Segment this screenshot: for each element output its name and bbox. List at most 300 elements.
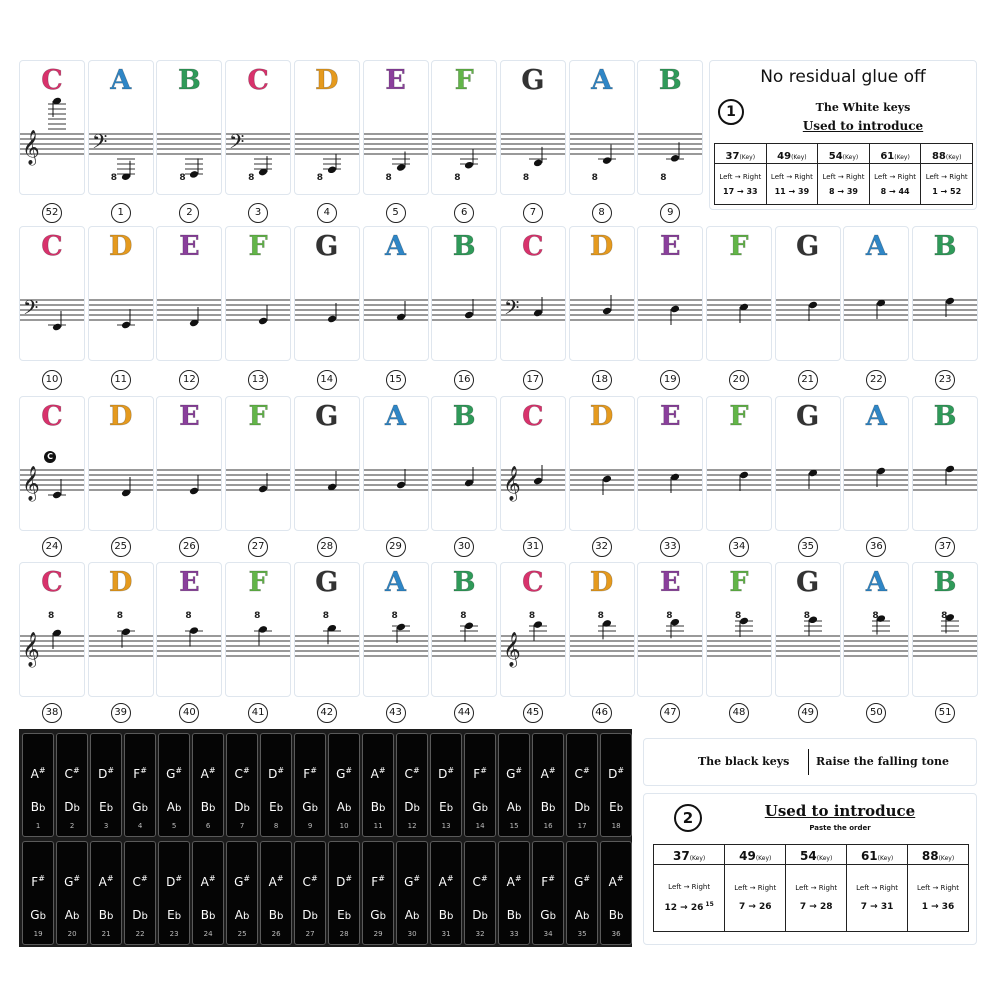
- key-count-cell: [654, 845, 725, 865]
- flat-letter: A: [506, 800, 516, 814]
- white-key-card: [19, 562, 85, 697]
- staff-notation: [89, 397, 154, 531]
- white-key-card: [431, 60, 497, 195]
- white-key-card: [88, 226, 154, 361]
- key-count-cell: [818, 144, 870, 164]
- black-key-sticker: [56, 841, 88, 945]
- black-key-sticker: [532, 841, 564, 945]
- flat-label: [363, 908, 393, 924]
- key-number-badge: 33: [660, 537, 680, 557]
- flat-letter: G: [302, 800, 312, 814]
- flat-letter: E: [609, 800, 617, 814]
- white-key-card: [431, 562, 497, 697]
- note-letter: E: [179, 231, 200, 262]
- black-key-number: 21: [101, 930, 111, 938]
- flat-label: [91, 800, 121, 816]
- key-number-badge: 34: [729, 537, 749, 557]
- note-letter: G: [796, 231, 820, 262]
- arrow-right-icon: →: [834, 186, 847, 196]
- note-letter: B: [933, 231, 957, 262]
- sharp-sign: #: [72, 766, 80, 775]
- staff-notation: [157, 397, 222, 531]
- sharp-sign: #: [582, 766, 590, 775]
- key-count: 88: [921, 849, 939, 863]
- note-letter: A: [110, 65, 132, 96]
- flat-label: [431, 800, 461, 816]
- staff-notation: [295, 563, 360, 697]
- ottava-mark: 8: [185, 611, 192, 621]
- staff-notation: [157, 61, 222, 195]
- flat-sign: b: [209, 803, 216, 814]
- range-end: 39: [798, 186, 810, 196]
- key-count: 54: [800, 849, 817, 863]
- white-keys-table: [714, 143, 973, 205]
- sharp-label: [499, 764, 529, 781]
- white-key-card: [294, 60, 360, 195]
- sharp-label: [465, 872, 495, 889]
- key-range-cell: [818, 164, 870, 205]
- key-unit: (Key): [755, 855, 772, 862]
- black-key-number: 22: [135, 930, 145, 938]
- key-number-badge: 15: [386, 370, 406, 390]
- sharp-label: [261, 872, 291, 889]
- key-number-badge: 23: [935, 370, 955, 390]
- treble-clef-icon: 𝄞: [22, 466, 40, 501]
- flat-letter: E: [167, 908, 175, 922]
- staff-notation: [295, 397, 360, 531]
- flat-letter: B: [98, 908, 108, 922]
- white-key-card: [912, 396, 978, 531]
- sharp-letter: G: [404, 875, 414, 889]
- staff-notation: [776, 227, 841, 361]
- flat-sign: b: [413, 911, 420, 922]
- sharp-label: [193, 872, 223, 889]
- arrow-right-icon: →: [732, 172, 743, 181]
- flat-label: [295, 800, 325, 816]
- flat-sign: b: [276, 803, 284, 814]
- key-unit: (Key): [739, 154, 756, 161]
- range-end: 33: [746, 186, 758, 196]
- flat-letter: E: [269, 800, 277, 814]
- key-range-cell: [847, 865, 908, 932]
- black-key-sticker: [90, 733, 122, 837]
- black-key-number: 5: [171, 822, 177, 830]
- staff-notation: [913, 397, 978, 531]
- white-key-card: [500, 396, 566, 531]
- flat-label: [227, 908, 257, 924]
- note-letter: F: [729, 401, 749, 432]
- flat-label: [533, 908, 563, 924]
- flat-sign: b: [209, 911, 216, 922]
- black-key-number: 3: [103, 822, 109, 830]
- note-letter: D: [108, 231, 133, 262]
- key-count-cell: [921, 144, 973, 164]
- arrow-right-icon: →: [927, 902, 942, 912]
- sharp-sign: #: [378, 766, 386, 775]
- key-count: 37: [673, 849, 690, 863]
- flat-letter: G: [30, 908, 40, 922]
- white-key-card: [569, 562, 635, 697]
- range-start: 8: [828, 186, 835, 196]
- note-letter: A: [591, 65, 613, 96]
- key-number-badge: 48: [729, 703, 749, 723]
- key-number-badge: 3: [248, 203, 268, 223]
- black-keys-subheading: Paste the order: [809, 824, 871, 832]
- range-row: [908, 902, 968, 912]
- flat-letter: A: [574, 908, 584, 922]
- key-range-cell: [654, 865, 725, 932]
- bass-clef-icon: 𝄢: [503, 296, 520, 324]
- flat-sign: b: [447, 911, 454, 922]
- white-key-card: [706, 226, 772, 361]
- key-number-badge: 1: [111, 203, 131, 223]
- flat-sign: b: [446, 803, 454, 814]
- key-number-badge: 11: [111, 370, 131, 390]
- sharp-sign: #: [412, 766, 420, 775]
- ottava-mark: 8: [248, 173, 255, 183]
- flat-letter: B: [540, 800, 550, 814]
- key-number-badge: 38: [42, 703, 62, 723]
- flat-sign: b: [311, 803, 318, 814]
- sharp-label: [397, 764, 427, 781]
- flat-letter: A: [404, 908, 414, 922]
- key-number-badge: 30: [454, 537, 474, 557]
- staff-notation: [364, 61, 429, 195]
- staff-notation: [570, 227, 635, 361]
- flat-sign: b: [515, 803, 522, 814]
- white-key-card: [19, 226, 85, 361]
- key-number-badge: 52: [42, 203, 62, 223]
- note-letter: G: [315, 231, 339, 262]
- staff-notation: [570, 397, 635, 531]
- direction-left: Left: [734, 884, 748, 892]
- black-key-number: 27: [305, 930, 315, 938]
- white-key-card: [637, 562, 703, 697]
- direction-left: Left: [822, 172, 836, 181]
- staff-notation: [157, 563, 222, 697]
- key-number-badge: 2: [179, 203, 199, 223]
- sharp-sign: #: [378, 874, 385, 883]
- black-key-number: 33: [509, 930, 519, 938]
- sharp-sign: #: [548, 766, 556, 775]
- flat-letter: B: [506, 908, 516, 922]
- white-key-card: [569, 60, 635, 195]
- key-number-badge: 42: [317, 703, 337, 723]
- direction-left: Left: [917, 884, 931, 892]
- sharp-sign: #: [107, 766, 115, 775]
- black-keys-table: [653, 844, 969, 932]
- sharp-label: [91, 872, 121, 889]
- note-letter: E: [179, 401, 200, 432]
- white-key-card: [500, 562, 566, 697]
- sharp-sign: #: [447, 766, 455, 775]
- sharp-label: [125, 872, 155, 889]
- sharp-label: [23, 872, 53, 889]
- sharp-label: [261, 764, 291, 781]
- staff-notation: [295, 61, 360, 195]
- note-letter: B: [452, 567, 476, 598]
- black-key-sticker: [90, 841, 122, 945]
- range-start: 1: [932, 186, 938, 196]
- circle-number-two-wrap: [674, 804, 702, 832]
- staff-notation: [501, 227, 566, 361]
- black-key-sticker: [430, 841, 462, 945]
- flat-sign: b: [106, 803, 114, 814]
- sharp-sign: #: [175, 874, 183, 883]
- sharp-letter: G: [506, 767, 516, 781]
- staff-notation: [638, 397, 703, 531]
- sharp-sign: #: [242, 766, 250, 775]
- key-range-cell: [869, 164, 921, 205]
- arrow-right-icon: →: [886, 186, 899, 196]
- staff-notation: [432, 227, 497, 361]
- black-key-sticker: [226, 733, 258, 837]
- white-key-card: [156, 396, 222, 531]
- sharp-sign: #: [208, 874, 216, 883]
- key-number-badge: 45: [523, 703, 543, 723]
- range-start: 11: [774, 186, 786, 196]
- direction-right: Right: [879, 884, 899, 892]
- sharp-sign: #: [277, 766, 285, 775]
- staff-notation: [20, 61, 85, 195]
- flat-letter: D: [132, 908, 142, 922]
- flat-letter: B: [200, 800, 210, 814]
- black-key-number: 24: [203, 930, 213, 938]
- note-letter: G: [521, 65, 545, 96]
- white-key-card: [775, 226, 841, 361]
- black-key-sticker: [226, 841, 258, 945]
- note-letter: C: [522, 231, 544, 262]
- white-key-card: [156, 226, 222, 361]
- range-end: 36: [941, 902, 955, 912]
- key-number-badge: 18: [592, 370, 612, 390]
- white-key-card: [88, 396, 154, 531]
- sharp-letter: C: [574, 767, 583, 781]
- direction-row: [715, 173, 766, 181]
- key-number-badge: 44: [454, 703, 474, 723]
- key-count: 37: [725, 151, 740, 162]
- flat-label: [159, 908, 189, 924]
- white-key-card: [912, 562, 978, 697]
- flat-letter: A: [234, 908, 244, 922]
- key-number-badge: 47: [660, 703, 680, 723]
- staff-notation: [89, 563, 154, 697]
- direction-right: Right: [940, 884, 959, 892]
- ottava-mark: 8: [528, 611, 536, 621]
- flat-letter: B: [608, 908, 618, 922]
- ottava-mark: 8: [666, 611, 673, 621]
- black-key-number: 29: [373, 930, 383, 938]
- black-key-sticker: [56, 733, 88, 837]
- white-key-card: [912, 226, 978, 361]
- arrow-right-icon: →: [677, 903, 691, 913]
- ottava-mark: 8: [735, 611, 742, 621]
- circle-number-one: 1: [718, 99, 744, 125]
- key-count-cell: [786, 845, 847, 865]
- black-key-number: 19: [33, 930, 43, 938]
- staff-notation: [20, 227, 85, 361]
- flat-label: [125, 908, 155, 924]
- ottava-mark: 8: [391, 611, 398, 621]
- sharp-letter: C: [132, 875, 141, 889]
- key-count-cell: [847, 845, 908, 865]
- direction-row: [870, 173, 921, 181]
- flat-label: [159, 800, 189, 816]
- arrow-right-icon: →: [867, 902, 881, 912]
- black-key-sticker: [396, 841, 428, 945]
- direction-row: [654, 883, 724, 891]
- sharp-letter: D: [336, 875, 346, 889]
- ottava-mark: 8: [872, 611, 879, 621]
- staff-notation: [226, 61, 291, 195]
- key-range-cell: [921, 164, 973, 205]
- sharp-sign: #: [140, 766, 147, 775]
- flat-label: [91, 908, 121, 924]
- black-key-number: 14: [475, 822, 485, 830]
- ottava-mark: 8: [597, 611, 604, 621]
- black-key-number: 10: [339, 822, 349, 830]
- range-row: [786, 902, 846, 912]
- flat-label: [465, 908, 495, 924]
- sharp-sign: #: [515, 766, 523, 775]
- range-end: 26: [690, 903, 704, 913]
- staff-notation: [501, 61, 566, 195]
- flat-letter: G: [132, 800, 142, 814]
- staff-notation: [226, 227, 291, 361]
- flat-label: [261, 908, 291, 924]
- flat-letter: G: [540, 908, 550, 922]
- staff-notation: [776, 397, 841, 531]
- flat-letter: D: [302, 908, 312, 922]
- arrow-right-icon: →: [869, 884, 880, 892]
- sharp-label: [329, 872, 359, 889]
- key-count-cell: [869, 144, 921, 164]
- sharp-sign: #: [617, 766, 625, 775]
- black-key-number: 15: [509, 822, 519, 830]
- note-letter: C: [41, 65, 63, 96]
- staff-notation: [364, 563, 429, 697]
- treble-clef-icon: 𝄞: [502, 466, 521, 501]
- key-count: 61: [880, 151, 895, 162]
- key-number-badge: 32: [592, 537, 612, 557]
- flat-sign: b: [141, 803, 148, 814]
- range-row: [725, 902, 785, 912]
- sharp-letter: A: [268, 875, 277, 889]
- sharp-sign: #: [310, 874, 318, 883]
- treble-clef-icon: 𝄞: [22, 632, 40, 667]
- black-key-sticker: [328, 841, 360, 945]
- arrow-right-icon: →: [747, 884, 758, 892]
- key-range-cell: [908, 865, 969, 932]
- direction-left: Left: [856, 884, 870, 892]
- arrow-right-icon: →: [937, 186, 951, 196]
- ottava-mark: 8: [522, 173, 530, 183]
- direction-row: [725, 884, 785, 892]
- note-letter: E: [179, 567, 200, 598]
- key-count-cell: [725, 845, 786, 865]
- note-letter: B: [452, 231, 476, 262]
- sharp-label: [227, 764, 257, 781]
- range-start: 1: [921, 902, 928, 912]
- black-key-number: 6: [205, 822, 211, 830]
- note-letter: D: [315, 65, 339, 96]
- white-key-card: [637, 60, 703, 195]
- sharp-letter: G: [574, 875, 584, 889]
- black-key-sticker: [498, 733, 530, 837]
- note-letter: D: [589, 567, 614, 598]
- black-key-number: 23: [169, 930, 179, 938]
- white-key-card: [843, 396, 909, 531]
- ottava-mark: 8: [110, 173, 117, 183]
- black-key-sticker: [158, 733, 190, 837]
- direction-right: Right: [846, 172, 865, 181]
- key-unit: (Key): [842, 154, 859, 161]
- flat-sign: b: [39, 911, 46, 922]
- note-letter: F: [729, 231, 749, 262]
- sharp-letter: A: [370, 767, 379, 781]
- range-end: 28: [819, 902, 833, 912]
- note-letter: E: [660, 567, 681, 598]
- black-key-number: 11: [373, 822, 383, 830]
- sharp-sign: #: [38, 766, 46, 775]
- sharp-letter: F: [473, 767, 481, 781]
- sharp-letter: D: [438, 767, 448, 781]
- note-letter: D: [108, 567, 133, 598]
- flat-letter: A: [166, 800, 176, 814]
- black-keys-heading: Used to introduce: [764, 802, 916, 820]
- flat-letter: B: [268, 908, 278, 922]
- key-number-badge: 46: [592, 703, 612, 723]
- sharp-label: [363, 872, 393, 889]
- ottava-mark: 8: [385, 173, 392, 183]
- flat-sign: b: [243, 911, 250, 922]
- flat-label: [397, 908, 427, 924]
- flat-sign: b: [174, 911, 182, 922]
- sharp-sign: #: [175, 766, 183, 775]
- black-key-number: 32: [475, 930, 485, 938]
- black-key-number: 35: [577, 930, 587, 938]
- direction-row: [908, 884, 968, 892]
- sharp-letter: G: [336, 767, 346, 781]
- key-number-badge: 22: [866, 370, 886, 390]
- white-key-card: [363, 60, 429, 195]
- sharp-label: [193, 764, 223, 781]
- flat-sign: b: [515, 911, 522, 922]
- note-letter: A: [865, 567, 887, 598]
- black-key-number: 4: [137, 822, 143, 830]
- sharp-label: [533, 764, 563, 781]
- range-end: 31: [880, 902, 894, 912]
- sharp-letter: F: [371, 875, 379, 889]
- flat-letter: D: [472, 908, 482, 922]
- key-unit: (Key): [894, 154, 910, 161]
- flat-letter: B: [438, 908, 448, 922]
- range-row: [715, 187, 766, 196]
- direction-right: Right: [897, 172, 917, 181]
- range-start: 7: [860, 902, 868, 912]
- flat-letter: D: [574, 800, 584, 814]
- flat-sign: b: [616, 803, 624, 814]
- note-letter: F: [248, 567, 268, 598]
- sharp-letter: C: [472, 875, 481, 889]
- arrow-right-icon: →: [930, 884, 941, 892]
- range-start: 7: [799, 902, 807, 912]
- black-key-number: 26: [271, 930, 281, 938]
- note-letter: B: [933, 401, 957, 432]
- sharp-sign: #: [208, 766, 216, 775]
- sharp-letter: F: [541, 875, 549, 889]
- black-keys-strip: [19, 729, 632, 947]
